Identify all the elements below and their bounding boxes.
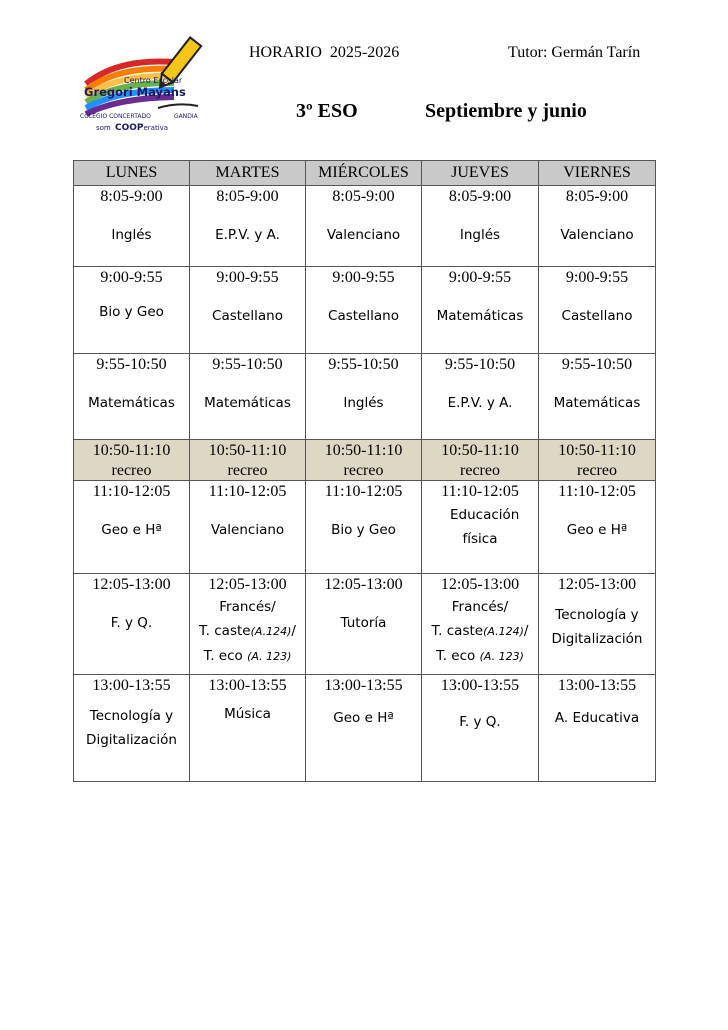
slot-row	[74, 186, 656, 267]
subject: E.P.V. y A.	[215, 227, 280, 243]
subject: Inglés	[111, 227, 152, 243]
cell	[74, 574, 190, 675]
subject: Castellano	[561, 308, 633, 324]
subject: Geo e Hª	[566, 522, 628, 538]
logo-line5c: erativa	[143, 124, 169, 132]
period-label: Septiembre y junio	[425, 100, 587, 122]
logo-line5b: COOP	[114, 123, 144, 133]
cell	[539, 186, 656, 267]
slot-time: 13:00-13:55	[557, 677, 637, 694]
subject: E.P.V. y A.	[447, 395, 513, 411]
tutor-name: Tutor: Germán Tarín	[508, 44, 641, 61]
subject: F. y Q.	[459, 714, 501, 730]
day-header-tuesday: MARTES	[190, 161, 306, 186]
slot-time: 12:05-13:00	[92, 576, 171, 593]
cell	[422, 675, 539, 782]
optional-line-1: Francés/	[219, 599, 276, 615]
subject: Geo e Hª	[101, 522, 162, 538]
cell	[74, 354, 190, 440]
optional-subject-block	[422, 595, 538, 669]
slot-time: 13:00-13:55	[92, 677, 171, 694]
break-time: 10:50-11:10	[324, 442, 403, 459]
slot-time: 12:05-13:00	[324, 576, 403, 593]
subject: Castellano	[328, 308, 399, 324]
day-header-monday: LUNES	[74, 161, 190, 186]
subject: Bio y Geo	[99, 304, 164, 320]
cell	[306, 481, 422, 574]
slot-time: 8:05-9:00	[565, 188, 629, 205]
svg-text:som COOPerativa	[96, 123, 168, 133]
slot-time: 11:10-12:05	[441, 483, 519, 500]
break-time: 10:50-11:10	[208, 442, 287, 459]
cell	[306, 186, 422, 267]
subject: Valenciano	[560, 227, 634, 243]
cell	[422, 267, 539, 354]
optional-line-2: T. caste(A.124)/	[431, 623, 529, 639]
slot-row	[74, 267, 656, 354]
optional-subject-block	[190, 595, 305, 669]
slot-time: 9:55-10:50	[328, 356, 399, 373]
break-time: 10:50-11:10	[441, 442, 519, 459]
cell	[422, 354, 539, 440]
logo-line3: COLEGIO CONCERTADO	[80, 113, 151, 120]
day-header-friday: VIERNES	[539, 161, 656, 186]
school-logo	[78, 36, 206, 136]
break-time: 10:50-11:10	[92, 442, 171, 459]
optional-line-3: T. eco (A. 123)	[436, 648, 524, 664]
slot-time: 12:05-13:00	[440, 576, 520, 593]
slot-time: 13:00-13:55	[324, 677, 403, 694]
cell	[539, 267, 656, 354]
cell	[190, 267, 306, 354]
course-name: 3º ESO	[296, 100, 358, 122]
logo-line1: Centro Escolar	[124, 76, 183, 85]
break-label: recreo	[460, 462, 500, 479]
break-cell	[190, 440, 306, 481]
slot-time: 9:00-9:55	[332, 269, 395, 286]
cell	[190, 354, 306, 440]
cell	[306, 574, 422, 675]
cell	[539, 574, 656, 675]
cell	[422, 186, 539, 267]
subject: F. y Q.	[110, 615, 153, 631]
cell	[539, 675, 656, 782]
cell	[422, 481, 539, 574]
optional-line-2: T. caste(A.124)/	[199, 623, 296, 639]
slot-time: 8:05-9:00	[448, 188, 512, 205]
cell	[74, 186, 190, 267]
logo-line2: Gregori Mayans	[84, 85, 186, 99]
slot-time: 11:10-12:05	[558, 483, 636, 500]
break-label: recreo	[227, 462, 268, 479]
break-cell	[306, 440, 422, 481]
day-header-row	[74, 161, 656, 186]
slot-time: 9:00-9:55	[448, 269, 512, 286]
cell	[190, 574, 306, 675]
slot-time: 9:00-9:55	[565, 269, 629, 286]
subject: Música	[224, 706, 271, 722]
subject: Educación física	[450, 507, 520, 547]
slot-time: 8:05-9:00	[332, 188, 395, 205]
slot-time: 9:55-10:50	[444, 356, 516, 373]
slot-time: 9:55-10:50	[212, 356, 283, 373]
optional-line-1: Francés/	[451, 599, 509, 615]
break-cell	[422, 440, 539, 481]
slot-time: 9:00-9:55	[100, 269, 163, 286]
optional-line-3: T. eco (A. 123)	[203, 648, 292, 664]
slot-time: 11:10-12:05	[324, 483, 403, 500]
subject: Matemáticas	[204, 395, 291, 411]
slot-time: 12:05-13:00	[557, 576, 637, 593]
cell	[190, 481, 306, 574]
slot-time: 11:10-12:05	[208, 483, 287, 500]
slot-row	[74, 481, 656, 574]
slot-time: 13:00-13:55	[208, 677, 287, 694]
break-label: recreo	[577, 462, 617, 479]
slot-time: 8:05-9:00	[216, 188, 279, 205]
subject: Bio y Geo	[331, 522, 396, 538]
break-cell	[74, 440, 190, 481]
slot-row	[74, 675, 656, 782]
cell	[190, 675, 306, 782]
subject: Geo e Hª	[333, 710, 394, 726]
subject: Matemáticas	[553, 395, 641, 411]
logo-line4: GANDIA	[174, 113, 198, 120]
cell	[74, 481, 190, 574]
subject: Tecnología y Digitalización	[86, 708, 177, 748]
slot-time: 9:00-9:55	[216, 269, 279, 286]
cell	[190, 186, 306, 267]
slot-time: 13:00-13:55	[440, 677, 520, 694]
cell	[539, 481, 656, 574]
cell	[74, 675, 190, 782]
cell	[74, 267, 190, 354]
logo-line5a: som	[96, 124, 111, 132]
slot-time: 11:10-12:05	[92, 483, 171, 500]
subject: Matemáticas	[88, 395, 175, 411]
break-time: 10:50-11:10	[558, 442, 636, 459]
break-label: recreo	[111, 462, 152, 479]
subject: Tutoría	[340, 615, 387, 631]
break-cell	[539, 440, 656, 481]
subject: Inglés	[343, 395, 384, 411]
subject: Castellano	[212, 308, 283, 324]
day-header-thursday: JUEVES	[422, 161, 539, 186]
cell	[539, 354, 656, 440]
subject: Inglés	[459, 227, 501, 243]
break-label: recreo	[343, 462, 384, 479]
cell	[422, 574, 539, 675]
break-row	[74, 440, 656, 481]
subject: A. Educativa	[554, 710, 640, 726]
slot-row	[74, 574, 656, 675]
subject: Matemáticas	[436, 308, 524, 324]
slot-time: 8:05-9:00	[100, 188, 163, 205]
slot-time: 9:55-10:50	[561, 356, 633, 373]
slot-time: 9:55-10:50	[96, 356, 167, 373]
cell	[306, 675, 422, 782]
slot-time: 12:05-13:00	[208, 576, 287, 593]
subject: Tecnología y Digitalización	[551, 607, 643, 647]
subject: Valenciano	[210, 522, 285, 538]
subject: Valenciano	[326, 227, 401, 243]
timetable	[73, 160, 656, 782]
cell	[306, 267, 422, 354]
day-header-wednesday: MIÉRCOLES	[306, 161, 422, 186]
schedule-title: HORARIO 2025-2026	[249, 44, 400, 61]
cell	[306, 354, 422, 440]
slot-row	[74, 354, 656, 440]
